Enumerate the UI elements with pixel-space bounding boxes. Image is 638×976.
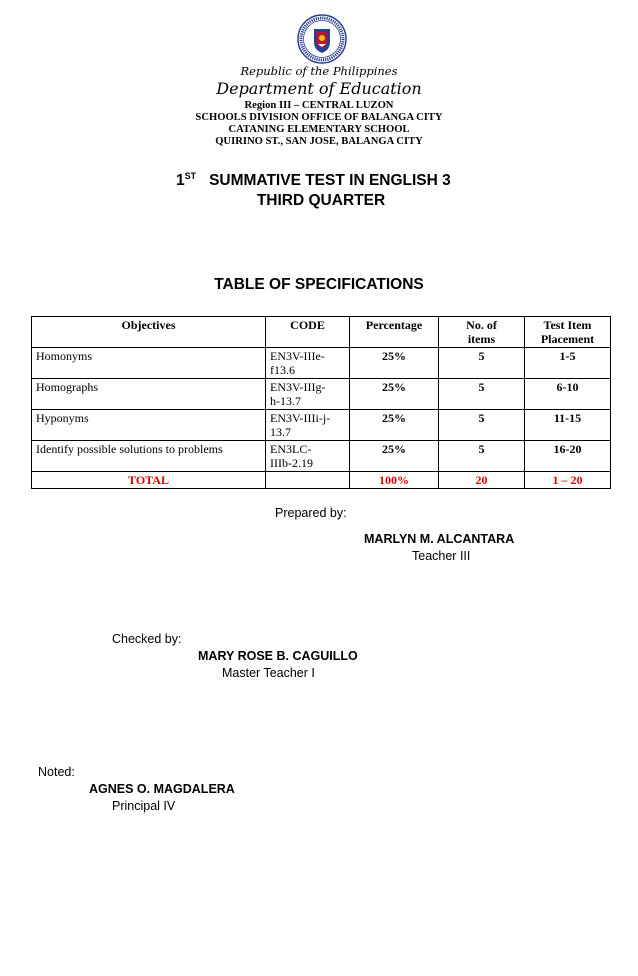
header-items-line1: No. of: [466, 318, 497, 332]
row-code: [266, 410, 350, 441]
row-code-line2: h-13.7: [270, 394, 301, 408]
row-percentage: 25%: [350, 441, 439, 472]
row-code-line2: 13.7: [270, 425, 291, 439]
total-label: TOTAL: [32, 472, 266, 489]
checked-by-label: Checked by:: [112, 632, 182, 646]
row-items: 5: [439, 410, 525, 441]
header-percentage: Percentage: [350, 317, 439, 348]
row-percentage: 25%: [350, 348, 439, 379]
header-code: CODE: [266, 317, 350, 348]
prepared-by-title: Teacher III: [412, 549, 471, 563]
row-items: 5: [439, 348, 525, 379]
title-ordinal-suffix: ST: [184, 171, 197, 181]
table-row: [32, 348, 611, 379]
total-percentage: 100%: [350, 472, 439, 489]
header-placement-line2: Placement: [540, 332, 595, 346]
school-line: CATANING ELEMENTARY SCHOOL: [228, 124, 410, 135]
header-objectives: Objectives: [32, 317, 266, 348]
republic-line: Republic of the Philippines: [240, 64, 398, 78]
row-objective: Homonyms: [32, 348, 266, 379]
total-row: [32, 472, 611, 489]
row-code-line1: EN3LC-: [270, 442, 312, 456]
total-code: [266, 472, 350, 489]
row-objective: Identify possible solutions to problems: [32, 441, 266, 472]
checked-by-name: MARY ROSE B. CAGUILLO: [198, 649, 358, 663]
row-objective: Hyponyms: [32, 410, 266, 441]
row-code: [266, 379, 350, 410]
header-placement: [525, 317, 611, 348]
row-percentage: 25%: [350, 379, 439, 410]
row-code-line2: f13.6: [270, 363, 295, 377]
row-code-line1: EN3V-IIIi-j-: [270, 411, 331, 425]
row-code-line1: EN3V-IIIe-: [270, 349, 325, 363]
row-code: [266, 348, 350, 379]
table-row: [32, 410, 611, 441]
noted-label: Noted:: [38, 765, 75, 779]
table-row: [32, 379, 611, 410]
specifications-table: [31, 316, 611, 489]
row-placement: 1-5: [525, 348, 611, 379]
header-items: [439, 317, 525, 348]
total-items: 20: [439, 472, 525, 489]
address-line: QUIRINO ST., SAN JOSE, BALANGA CITY: [215, 136, 423, 147]
deped-seal-logo: [297, 14, 347, 64]
row-objective: Homographs: [32, 379, 266, 410]
header-placement-line1: Test Item: [543, 318, 592, 332]
prepared-by-name: MARLYN M. ALCANTARA: [364, 532, 515, 546]
noted-name: AGNES O. MAGDALERA: [89, 782, 235, 796]
row-placement: 6-10: [525, 379, 611, 410]
table-header-row: [32, 317, 611, 348]
row-placement: 11-15: [525, 410, 611, 441]
region-line: Region III – CENTRAL LUZON: [244, 100, 394, 111]
title-ordinal: 1: [176, 172, 185, 189]
checked-by-title: Master Teacher I: [222, 666, 315, 680]
noted-title: Principal IV: [112, 799, 176, 813]
header-items-line2: items: [467, 332, 496, 346]
row-code-line1: EN3V-IIIg-: [270, 380, 326, 394]
quarter-title: THIRD QUARTER: [256, 192, 386, 209]
row-percentage: 25%: [350, 410, 439, 441]
row-code: [266, 441, 350, 472]
row-items: 5: [439, 441, 525, 472]
table-row: [32, 441, 611, 472]
division-line: SCHOOLS DIVISION OFFICE OF BALANGA CITY: [195, 112, 443, 123]
row-items: 5: [439, 379, 525, 410]
total-placement: 1 – 20: [525, 472, 611, 489]
row-placement: 16-20: [525, 441, 611, 472]
row-code-line2: IIIb-2.19: [270, 456, 313, 470]
title-line1: SUMMATIVE TEST IN ENGLISH 3: [209, 172, 451, 189]
table-title: TABLE OF SPECIFICATIONS: [214, 276, 424, 293]
test-title: [176, 172, 451, 190]
prepared-by-label: Prepared by:: [275, 506, 347, 520]
department-line: Department of Education: [216, 79, 422, 98]
